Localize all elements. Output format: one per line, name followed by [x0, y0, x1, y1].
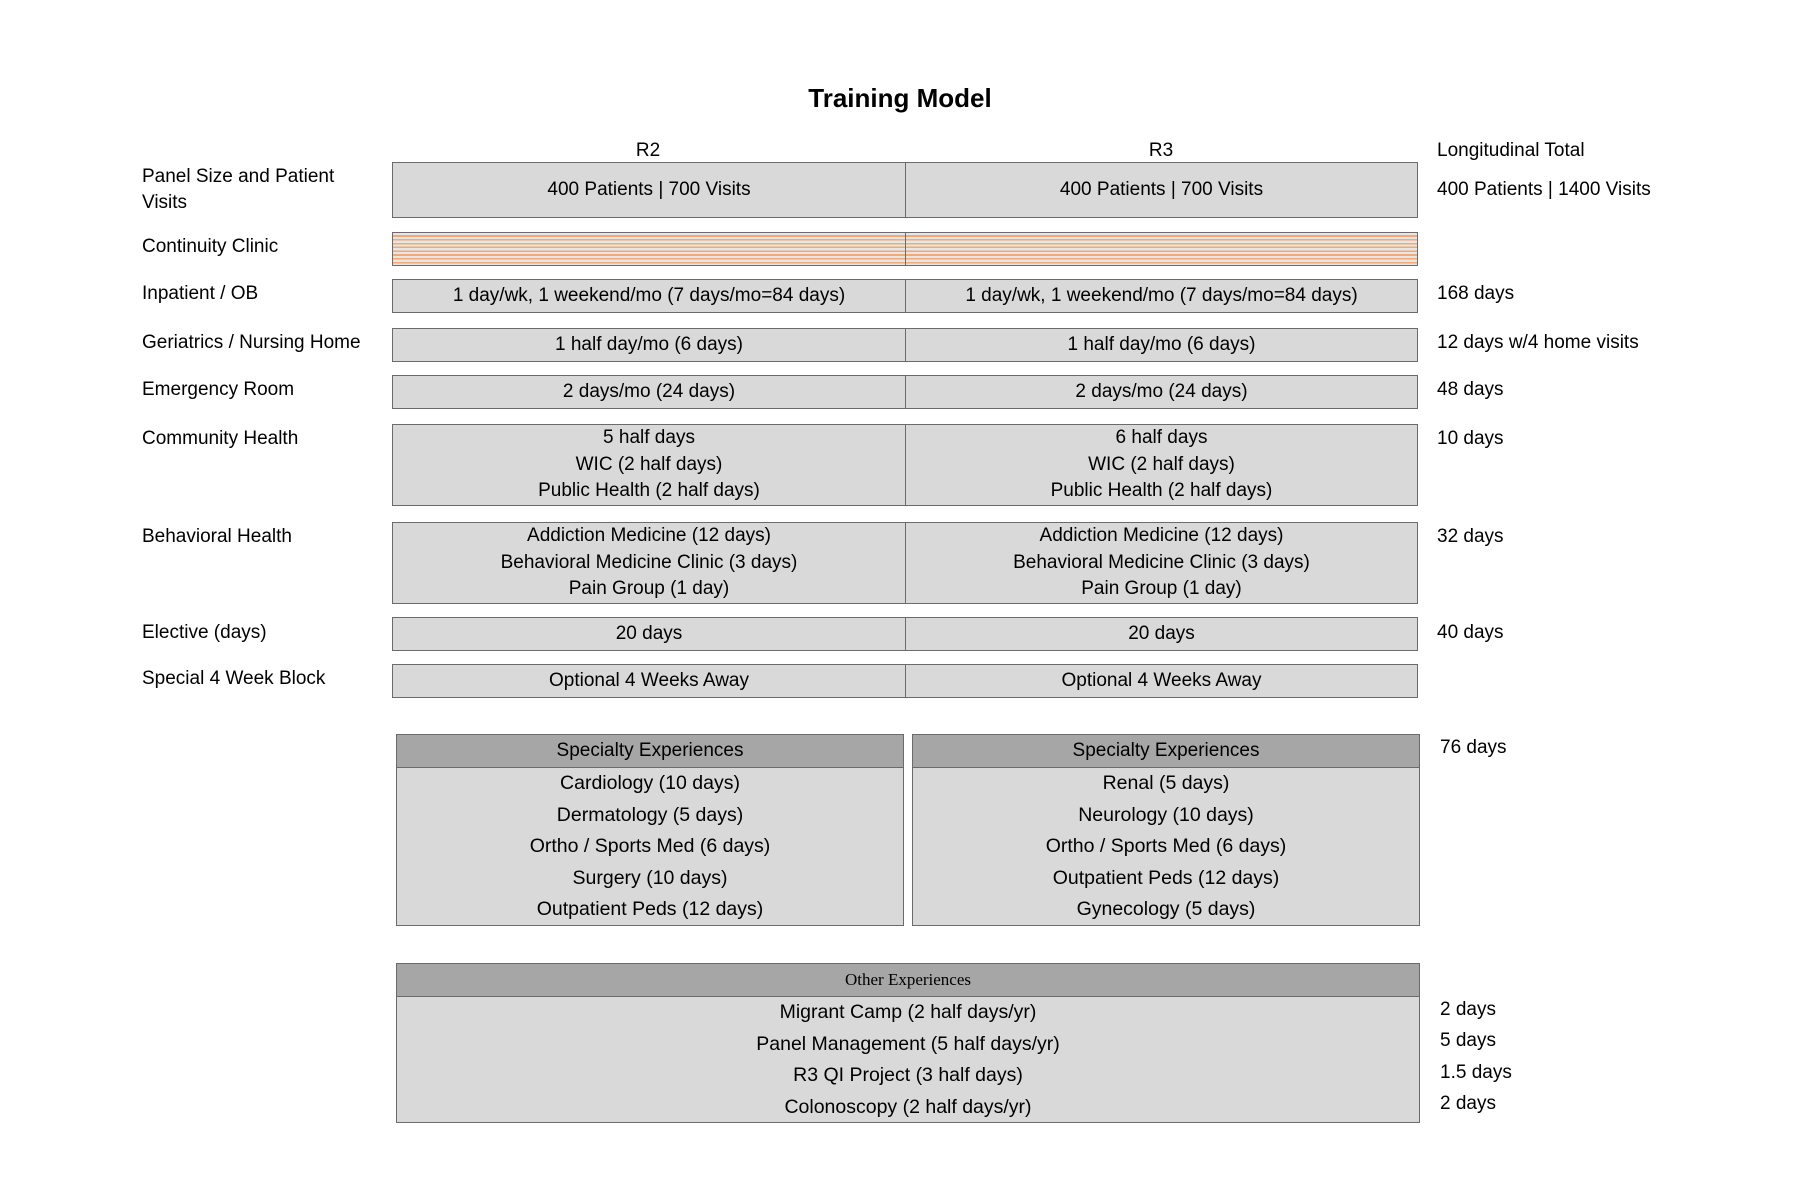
cell-text: 400 Patients | 700 Visits [547, 178, 751, 200]
cell-text: 1 half day/mo (6 days) [555, 333, 743, 355]
cell-r2-behavioral-health [392, 522, 906, 604]
cell-text: 1 day/wk, 1 weekend/mo (7 days/mo=84 days) [452, 284, 846, 306]
specialty-item: Dermatology (5 days) [556, 803, 744, 826]
cell-text: 1 day/wk, 1 weekend/mo (7 days/mo=84 days) [965, 284, 1358, 306]
cell-line: Pain Group (1 day) [568, 578, 730, 600]
cell-text: 2 days/mo (24 days) [1075, 380, 1248, 402]
cell-r3-panel-size [905, 162, 1418, 218]
cell-line: Addiction Medicine (12 days) [527, 525, 771, 547]
total-emergency-room: 48 days [1437, 379, 1504, 400]
column-header-r3: R3 [1148, 140, 1174, 161]
specialty-item: Gynecology (5 days) [1076, 898, 1256, 921]
row-label-behavioral-health: Behavioral Health [142, 526, 292, 547]
cell-line: Addiction Medicine (12 days) [1039, 525, 1284, 547]
total-inpatient-ob: 168 days [1437, 283, 1515, 304]
cell-r3-special-block [905, 664, 1418, 698]
cell-r3-inpatient-ob [905, 279, 1418, 313]
column-header-longitudinal-total: Longitudinal Total [1437, 140, 1585, 161]
cell-text: Optional 4 Weeks Away [1061, 669, 1262, 691]
total-specialty: 76 days [1440, 737, 1507, 758]
other-experiences-table [396, 963, 1420, 1123]
total-panel-management: 5 days [1440, 1030, 1496, 1051]
total-elective: 40 days [1437, 622, 1504, 643]
cell-line: Behavioral Medicine Clinic (3 days) [500, 551, 798, 573]
row-label-community-health: Community Health [142, 428, 299, 449]
total-behavioral-health: 32 days [1437, 526, 1504, 547]
row-label-continuity-clinic: Continuity Clinic [142, 236, 279, 257]
total-geriatrics: 12 days w/4 home visits [1437, 332, 1639, 353]
cell-text: Optional 4 Weeks Away [549, 669, 749, 691]
cell-line: WIC (2 half days) [575, 453, 723, 475]
specialty-item: Ortho / Sports Med (6 days) [529, 835, 771, 858]
total-migrant-camp: 2 days [1440, 999, 1496, 1020]
document-title: Training Model [808, 83, 992, 113]
cell-r2-continuity-clinic-hatched [392, 232, 906, 266]
cell-line: WIC (2 half days) [1088, 453, 1235, 475]
specialty-table-r2 [396, 734, 904, 926]
specialty-item: Cardiology (10 days) [560, 772, 740, 795]
cell-r2-inpatient-ob [392, 279, 906, 313]
cell-line: Public Health (2 half days) [538, 480, 760, 502]
cell-r3-community-health [905, 424, 1418, 506]
column-header-r2: R2 [635, 140, 661, 161]
total-colonoscopy: 2 days [1440, 1093, 1496, 1114]
cell-r2-emergency-room [392, 375, 906, 409]
cell-line: 5 half days [603, 427, 695, 449]
specialty-header-r3: Specialty Experiences [913, 735, 1419, 768]
specialty-table-r3 [912, 734, 1420, 926]
other-experience-item: R3 QI Project (3 half days) [793, 1064, 1023, 1087]
row-label-geriatrics: Geriatrics / Nursing Home [142, 332, 361, 353]
cell-text: 400 Patients | 700 Visits [1059, 178, 1264, 200]
cell-text: 20 days [1128, 622, 1195, 644]
cell-line: 6 half days [1115, 427, 1208, 449]
cell-r2-elective [392, 617, 906, 651]
cell-line: Behavioral Medicine Clinic (3 days) [1013, 551, 1310, 573]
specialty-item: Neurology (10 days) [1078, 803, 1254, 826]
cell-text: 2 days/mo (24 days) [562, 380, 736, 402]
row-label-emergency-room: Emergency Room [142, 379, 295, 400]
cell-r2-panel-size [392, 162, 906, 218]
cell-r2-special-block [392, 664, 906, 698]
specialty-item: Ortho / Sports Med (6 days) [1045, 835, 1287, 858]
row-label-special-block: Special 4 Week Block [142, 668, 326, 689]
cell-r3-elective [905, 617, 1418, 651]
cell-line: Public Health (2 half days) [1050, 480, 1273, 502]
specialty-item: Outpatient Peds (12 days) [536, 898, 764, 921]
other-experience-item: Colonoscopy (2 half days/yr) [784, 1095, 1032, 1118]
specialty-item: Surgery (10 days) [572, 866, 728, 889]
specialty-item: Outpatient Peds (12 days) [1052, 866, 1280, 889]
cell-r3-emergency-room [905, 375, 1418, 409]
total-panel-size: 400 Patients | 1400 Visits [1437, 179, 1651, 200]
cell-r3-continuity-clinic-hatched [905, 232, 1418, 266]
cell-text: 20 days [615, 622, 683, 644]
other-experiences-header: Other Experiences [397, 964, 1419, 997]
specialty-item: Renal (5 days) [1102, 772, 1230, 795]
row-label-elective: Elective (days) [142, 622, 267, 643]
cell-r2-geriatrics [392, 328, 906, 362]
cell-r3-geriatrics [905, 328, 1418, 362]
total-qi-project: 1.5 days [1440, 1062, 1512, 1083]
cell-r2-community-health [392, 424, 906, 506]
cell-text: 1 half day/mo (6 days) [1067, 333, 1256, 355]
specialty-header-r2: Specialty Experiences [397, 735, 903, 768]
other-experience-item: Migrant Camp (2 half days/yr) [779, 1001, 1037, 1024]
total-community-health: 10 days [1437, 428, 1504, 449]
cell-line: Pain Group (1 day) [1081, 578, 1242, 600]
other-experience-item: Panel Management (5 half days/yr) [756, 1032, 1060, 1055]
cell-r3-behavioral-health [905, 522, 1418, 604]
row-label-panel-size: Panel Size and Patient Visits [142, 166, 335, 213]
row-label-inpatient-ob: Inpatient / OB [142, 283, 259, 304]
